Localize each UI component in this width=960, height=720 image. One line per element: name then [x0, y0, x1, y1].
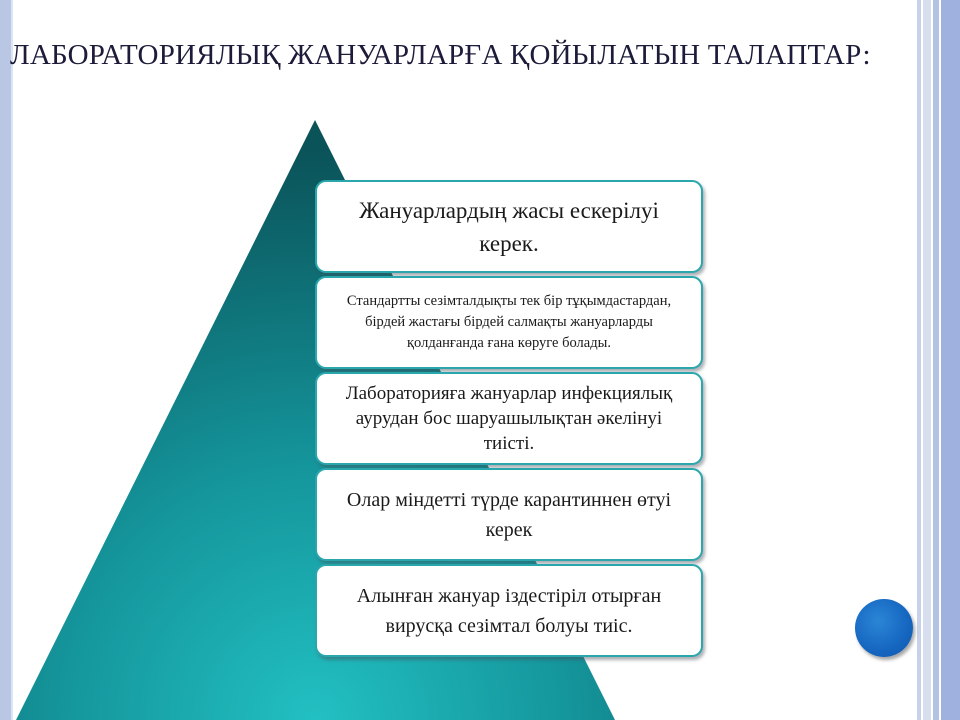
pyramid-item-5-text: Алынған жануар іздестіріл отырған вирусқа сезімтал болуы тиіс. [356, 584, 662, 637]
pyramid-item-3 [315, 372, 703, 465]
pyramid-item-4 [315, 468, 703, 561]
pyramid-item-2 [315, 276, 703, 369]
pyramid-item-1 [315, 180, 703, 273]
pyramid-item-5 [315, 564, 703, 657]
slide-title: ЛАБОРАТОРИЯЛЫҚ ЖАНУАРЛАРҒА ҚОЙЫЛАТЫН ТАЛАПТАР: [10, 39, 871, 71]
pyramid-item-1-text: Жануарлардың жасы ескерілуі керек. [359, 197, 659, 256]
pyramid-item-3-text: Лабораторияға жануарлар инфекциялық аурудан бос шаруашылықтан әкелінуі тиісті. [345, 383, 673, 454]
decorative-circle [855, 599, 913, 657]
pyramid-item-2-text: Стандартты сезімталдықты тек бір тұқымдастардан, бірдей жастағы бірдей салмақты жануарларды қолданғанда ғана көруге болады. [346, 293, 672, 351]
pyramid-item-4-text: Олар міндетті түрде карантиннен өтуі керек [346, 488, 672, 541]
